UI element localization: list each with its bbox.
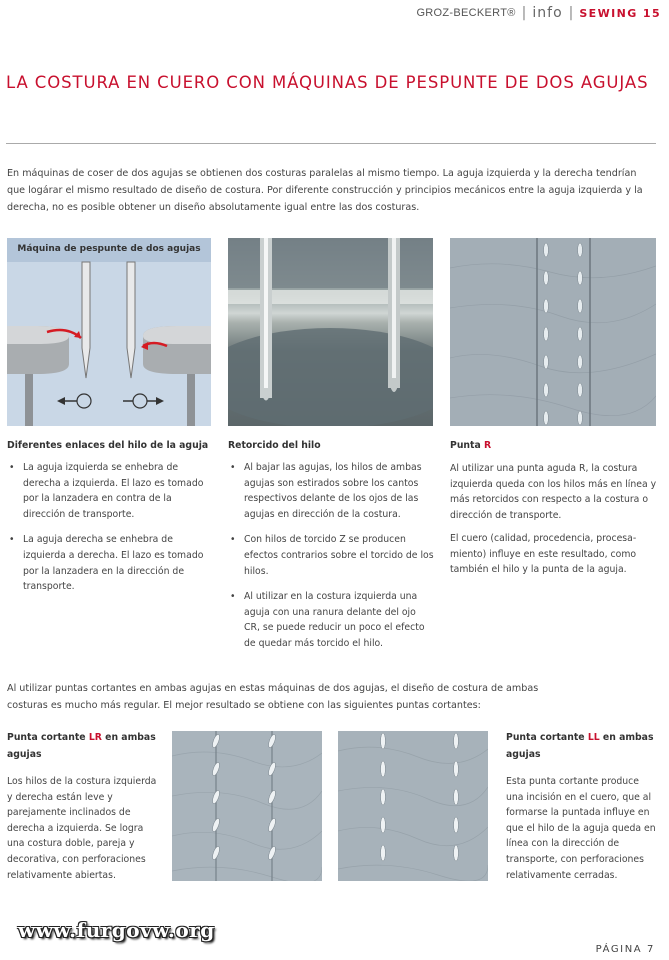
watermark: www.furgovw.org [18,918,215,942]
col3-paragraph-2: El cuero (calidad, procedencia, procesa-miento) influye en este resultado, como también el hilo y la punta de la aguja. [450,533,637,576]
middle-paragraph: Al utilizar puntas cortantes en ambas agujas en estas máquinas de dos agujas, el diseño de costura de ambas costuras es mucho más regular. El mejor resultado se obtiene con las siguientes puntas cortantes: [7,683,539,711]
ll-text: Esta punta cortante produce una incisión en el cuero, que al formarse la puntada influye en que el hilo de la aguja queda en línea con la dirección de transporte, con perforaciones relativamente cerradas. [506,776,656,881]
col2-bullet: • Al bajar las agujas, los hilos de ambas agujas son estirados sobre los cantos respectivos delante de los ojos de las agujas en dirección de la costura. [228,460,434,522]
lr-text: Los hilos de la costura izquierda y derecha están leve y parejamente inclinados de derecha a izquierda. Se logra una costura doble, pareja y decorativa, con perforaciones relativamente abiertas. [7,776,157,881]
header-separator: | [568,5,574,21]
col1-bullet: • La aguja izquierda se enhebra de derecha a izquierda. El lazo es tomado por la lanzadera en contra de la dirección de transporte. [7,460,213,522]
ll-heading-suffix: en ambas agujas [506,732,654,760]
title-divider [6,143,656,144]
col1-bullet: • La aguja derecha se enhebra de izquierda a derecha. El lazo es tomado por la lanzadera en la dirección de transporte. [7,532,213,594]
page-number: PÁGINA 7 [595,944,655,955]
lr-heading [7,729,157,763]
col2-bullet: • Con hilos de torcido Z se producen efectos contrarios sobre el torcido de los hilos. [228,532,434,579]
needle-diagram-icon [7,238,211,426]
ll-heading-highlight: LL [587,732,600,743]
punta-r-photo [450,238,656,426]
header-separator: | [521,5,527,21]
col1-heading: Diferentes enlaces del hilo de la aguja [7,440,209,451]
stitch-leather-image [450,238,656,426]
col3-heading-prefix: Punta [450,440,485,451]
header-info: info [532,5,563,21]
col2-heading: Retorcido del hilo [228,440,321,451]
lr-stitch-image [172,731,322,881]
col2-bullet: • Al utilizar en la costura izquierda una aguja con una ranura delante del ojo CR, se puede reducir un poco el efecto de quedar más torcido el hilo. [228,589,434,651]
ll-stitch-image [338,731,488,881]
two-needle-diagram [7,238,211,426]
col3-heading-highlight: R [484,440,492,451]
ll-photo [338,731,488,881]
brand-logo: GROZ-BECKERT® [416,7,516,19]
col3-paragraph-1: Al utilizar una punta aguda R, la costura izquierda queda con los hilos más en línea y más retorcidos con respecto a la costura o dirección de transporte. [450,463,657,521]
ll-heading [506,729,656,763]
ll-heading-prefix: Punta cortante [506,732,588,743]
page-title: LA COSTURA EN CUERO CON MÁQUINAS DE PESPUNTE DE DOS AGUJAS [6,73,649,92]
intro-paragraph: En máquinas de coser de dos agujas se obtienen dos costuras paralelas al mismo tiempo. La aguja izquierda y la derecha tendrían que logárar el mismo resultado de diseño de costura. Por diferente construcción y principios mecánicos entre la aguja izquierda y la derecha, no es posible obtener un diseño absolutamente igual entre las dos costuras. [7,168,643,213]
needles-photo [228,238,433,426]
page-header [416,5,661,21]
lr-heading-suffix: en ambas agujas [7,732,156,760]
col2-bullets [228,460,434,662]
diagram-label: Máquina de pespunte de dos agujas [17,244,201,254]
col1-bullets [7,460,213,605]
lr-heading-prefix: Punta cortante [7,732,89,743]
lr-heading-highlight: LR [88,732,102,743]
needles-photo-image [228,238,433,426]
col3-heading [450,440,491,451]
lr-photo [172,731,322,881]
header-section: SEWING 15 [579,6,661,20]
